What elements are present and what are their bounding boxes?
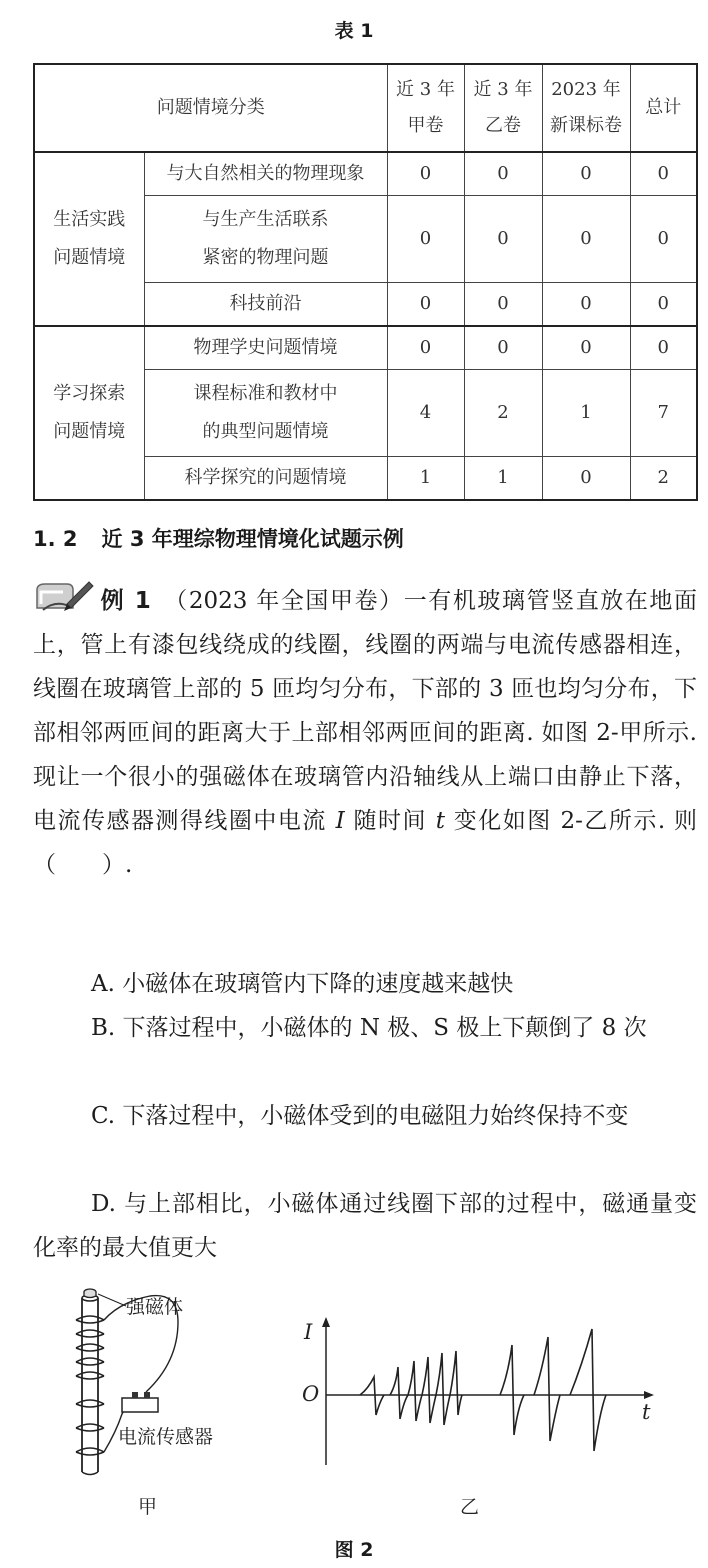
coil-windings [76,1316,104,1455]
cell-value: 1 [542,370,630,457]
subfigure-b-label: 乙 [460,1496,480,1518]
group-name: 学习探索 问题情境 [34,326,144,500]
row-label: 物理学史问题情境 [144,326,387,370]
section-heading [33,523,404,553]
table-row [34,152,697,196]
row-label: 科学探究的问题情境 [144,457,387,501]
variable-time: t [435,808,446,834]
cell-value: 1 [464,457,542,501]
cell-value: 7 [630,370,697,457]
example-text-3: 变化如图 2-乙所示. 则（ ）. [33,808,697,878]
cell-value: 0 [630,196,697,283]
cell-value: 0 [387,326,464,370]
current-sensor [122,1392,158,1412]
example-paragraph [33,578,697,887]
origin-label: O [302,1382,320,1406]
example-text-1: （2023 年全国甲卷）一有机玻璃管竖直放在地面上，管上有漆包线绕成的线圈，线圈的两端与电流传感器相连，线圈在玻璃管上部的 5 匝均匀分布，下部的 3 匝也均匀分布，下部相邻两匝间的距离大于上部相邻两匝间的距离. 如图 2-甲所示. 现让一个很小的强磁体在玻璃管内沿轴线从上端口由静止下落，电流传感器测得线圈中电流 [33,588,697,834]
x-axis-arrow [644,1391,654,1399]
y-axis-arrow [322,1317,330,1327]
cell-value: 0 [387,283,464,327]
option-b: B. 下落过程中，小磁体的 N 极、S 极上下颠倒了 8 次 [91,1015,647,1041]
option-c: C. 下落过程中，小磁体受到的电磁阻力始终保持不变 [91,1103,629,1129]
example-text-2: 随时间 [344,808,436,834]
magnet-pointer-line [98,1294,126,1306]
cell-value: 1 [387,457,464,501]
header-col3: 2023 年 新课标卷 [542,64,630,152]
row-label: 科技前沿 [144,283,387,327]
cell-value: 0 [542,196,630,283]
cell-value: 2 [464,370,542,457]
option-d: D. 与上部相比，小磁体通过线圈下部的过程中，磁通量变化率的最大值更大 [33,1191,697,1261]
statistics-table [33,63,698,501]
example-pen-icon [33,578,95,616]
cell-value: 0 [542,457,630,501]
magnet-label: 强磁体 [126,1296,184,1318]
cell-value: 0 [387,152,464,196]
cell-value: 0 [464,283,542,327]
current-waveform [360,1329,606,1451]
small-magnet [84,1289,96,1298]
option-a: A. 小磁体在玻璃管内下降的速度越来越快 [91,971,514,997]
cell-value: 4 [387,370,464,457]
table-header-row [34,64,697,152]
cell-value: 0 [464,152,542,196]
row-label: 与大自然相关的物理现象 [144,152,387,196]
sensor-label: 电流传感器 [118,1426,214,1448]
table-row [34,326,697,370]
variable-current: I [335,808,345,834]
cell-value: 0 [630,152,697,196]
header-category: 问题情境分类 [34,64,387,152]
figure-current-graph [320,1315,660,1475]
y-axis-label: I [304,1320,313,1344]
example-label: 例 1 [99,588,151,614]
header-col1: 近 3 年 甲卷 [387,64,464,152]
section-number: 1. 2 [33,527,78,551]
cell-value: 0 [630,283,697,327]
group-name: 生活实践 问题情境 [34,152,144,326]
cell-value: 0 [542,283,630,327]
cell-value: 0 [387,196,464,283]
cell-value: 0 [464,326,542,370]
header-col4: 总计 [630,64,697,152]
section-title: 近 3 年理综物理情境化试题示例 [101,527,404,551]
cell-value: 0 [630,326,697,370]
x-axis-label: t [642,1400,651,1424]
cell-value: 0 [542,152,630,196]
figure-caption: 图 2 [334,1539,374,1561]
cell-value: 0 [542,326,630,370]
row-label: 与生产生活联系 紧密的物理问题 [144,196,387,283]
cell-value: 2 [630,457,697,501]
subfigure-a-label: 甲 [138,1496,158,1518]
table-caption: 表 1 [334,20,374,42]
cell-value: 0 [464,196,542,283]
row-label: 课程标准和教材中 的典型问题情境 [144,370,387,457]
header-col2: 近 3 年 乙卷 [464,64,542,152]
